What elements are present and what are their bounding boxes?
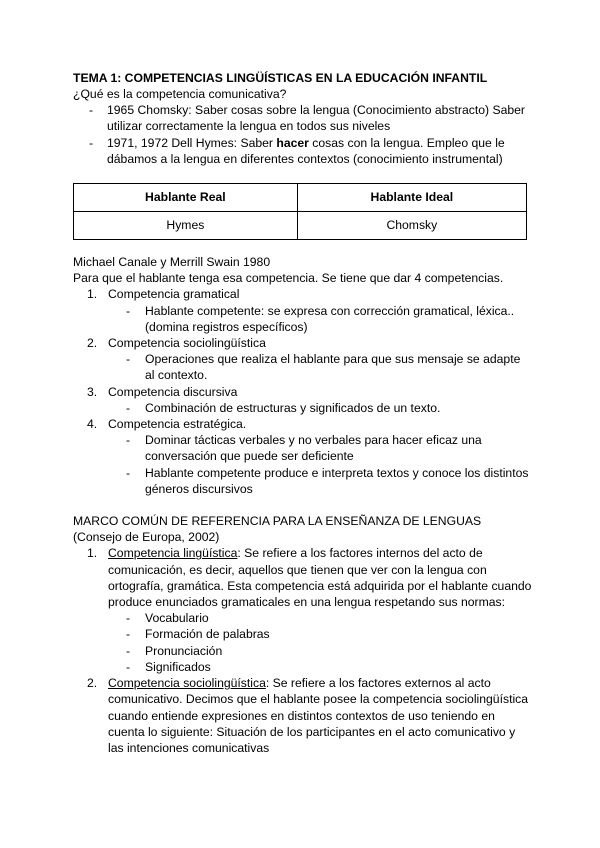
table-header-cell: Hablante Ideal — [297, 184, 526, 212]
item-number: 3. — [87, 384, 98, 399]
detail-text: Hablante competente produce e interpreta textos y conoce los distintos géneros discursivos — [145, 465, 529, 496]
intro-item-hymes — [73, 135, 533, 167]
detail-text: Combinación de estructuras y significados de un texto. — [145, 400, 441, 415]
marco-item — [73, 675, 533, 756]
question-line: ¿Qué es la competencia comunicativa? — [73, 87, 287, 101]
competence-item — [73, 416, 533, 432]
canale-heading: Michael Canale y Merrill Swain 1980 — [73, 255, 271, 270]
marco-subheading: (Consejo de Europa, 2002) — [73, 530, 220, 545]
marco-subitem — [73, 659, 533, 675]
intro-item-text-post: cosas con la lengua. Empleo que le dábamos a la lengua en diferentes contextos (conocimiento instrumental) — [107, 135, 505, 166]
intro-item-text: 1965 Chomsky: Saber cosas sobre la lengua (Conocimiento abstracto) Saber utilizar correctamente la lengua en todos sus niveles — [107, 103, 525, 134]
detail-text: Operaciones que realiza el hablante para que sus mensaje se adapte al contexto. — [145, 352, 521, 383]
marco-item — [73, 545, 533, 610]
dash-bullet: - — [126, 352, 131, 367]
intro-item-chomsky — [73, 102, 533, 134]
competence-label: Competencia lingüística — [108, 546, 238, 561]
dash-bullet: - — [89, 103, 94, 118]
speaker-table — [73, 183, 527, 240]
dash-bullet: - — [126, 611, 131, 626]
subitem-text: Formación de palabras — [145, 627, 270, 642]
item-number: 2. — [87, 676, 98, 691]
subitem-text: Pronunciación — [145, 643, 223, 658]
subitem-text: Significados — [145, 659, 211, 674]
dash-bullet: - — [126, 643, 131, 658]
competence-label: Competencia sociolingüística — [108, 336, 266, 351]
dash-bullet: - — [126, 659, 131, 674]
dash-bullet: - — [126, 465, 131, 480]
marco-item-body — [108, 676, 528, 755]
canale-intro: Para que el hablante tenga esa competencia. Se tiene que dar 4 competencias. — [73, 271, 504, 286]
competence-item — [73, 286, 533, 302]
item-number: 2. — [87, 336, 98, 351]
item-number: 1. — [87, 287, 98, 302]
competence-label: Competencia gramatical — [108, 287, 240, 302]
competence-label: Competencia sociolingüística — [108, 676, 266, 691]
marco-subitem — [73, 610, 533, 626]
competence-item — [73, 335, 533, 351]
competence-description: : Se refiere a los factores externos al acto comunicativo. Decimos que el hablante posee la competencia sociolingüística cuando entiende expresiones en distintos contextos de uso teniendo en cuenta lo siguiente: Situación de los participantes en el acto comunicativo y las intenciones comunicativas — [108, 676, 529, 755]
competence-label: Competencia estratégica. — [108, 417, 247, 432]
competence-label: Competencia discursiva — [108, 384, 238, 399]
dash-bullet: - — [126, 433, 131, 448]
marco-item-body — [108, 546, 531, 609]
table-header-cell: Hablante Real — [74, 184, 298, 212]
competence-item — [73, 384, 533, 400]
intro-item-bold: hacer — [276, 135, 309, 150]
detail-text: Dominar tácticas verbales y no verbales para hacer eficaz una conversación que puede ser deficiente — [145, 433, 482, 464]
detail-text: Hablante competente: se expresa con corrección gramatical, léxica.. (domina registros específicos) — [145, 303, 515, 334]
competence-detail — [73, 465, 533, 497]
competence-detail — [73, 432, 533, 464]
intro-item-text-pre: 1971, 1972 Dell Hymes: Saber — [107, 135, 277, 150]
document-title: TEMA 1: COMPETENCIAS LINGÜÍSTICAS EN LA EDUCACIÓN INFANTIL — [73, 71, 488, 85]
competence-description: : Se refiere a los factores internos del acto de comunicación, es decir, aquellos que tienen que ver con la lengua con ortografía, gramática. Esta competencia está adquirida por el hablante cuando produce enunciados gramaticales en una lengua respetando sus normas: — [108, 546, 532, 610]
marco-subitem — [73, 626, 533, 642]
document-page — [73, 70, 533, 756]
competence-detail — [73, 303, 533, 335]
table-header-row — [74, 184, 527, 212]
competence-detail — [73, 400, 533, 416]
marco-subitem — [73, 643, 533, 659]
table-cell: Hymes — [74, 212, 298, 240]
subitem-text: Vocabulario — [145, 611, 209, 626]
dash-bullet: - — [126, 627, 131, 642]
competence-detail — [73, 351, 533, 383]
item-number: 1. — [87, 546, 98, 561]
canale-list — [73, 286, 533, 497]
dash-bullet: - — [126, 303, 131, 318]
marco-heading: MARCO COMÚN DE REFERENCIA PARA LA ENSEÑANZA DE LENGUAS — [73, 514, 482, 529]
dash-bullet: - — [89, 135, 94, 150]
item-number: 4. — [87, 417, 98, 432]
marco-list — [73, 545, 533, 756]
table-cell: Chomsky — [297, 212, 526, 240]
dash-bullet: - — [126, 400, 131, 415]
table-row — [74, 212, 527, 240]
